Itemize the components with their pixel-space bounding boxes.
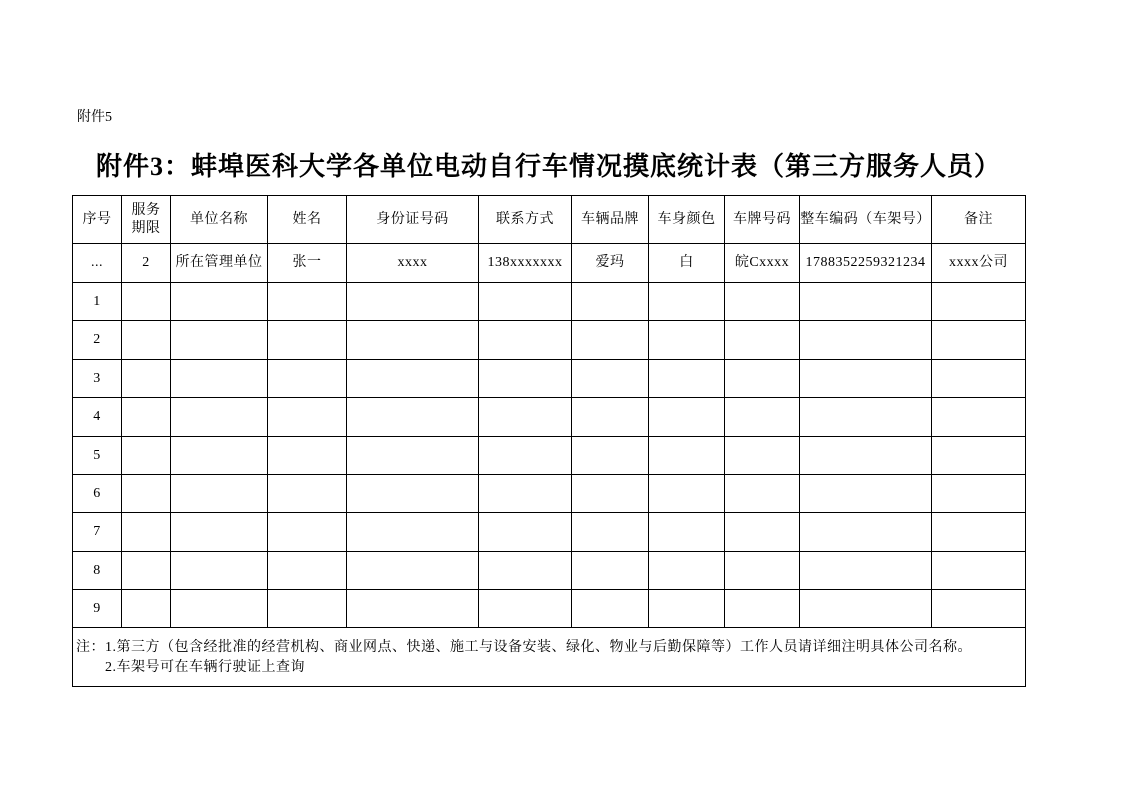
contact-cell	[479, 360, 572, 398]
name-cell	[268, 475, 347, 513]
row-number-cell: 5	[73, 437, 122, 475]
example-serial-number: ...	[73, 244, 122, 283]
header-service-term: 服务 期限	[122, 196, 171, 244]
example-remarks: xxxx公司	[932, 244, 1026, 283]
unit-name-cell	[171, 321, 268, 360]
example-vehicle-color: 白	[649, 244, 725, 283]
vehicle-color-cell	[649, 398, 725, 437]
frame-number-cell	[800, 360, 932, 398]
service-term-cell	[122, 360, 171, 398]
example-frame-number: 1788352259321234	[800, 244, 932, 283]
remarks-cell	[932, 398, 1026, 437]
header-vehicle-brand: 车辆品牌	[572, 196, 649, 244]
vehicle-brand-cell	[572, 398, 649, 437]
example-id-number: xxxx	[347, 244, 479, 283]
vehicle-color-cell	[649, 475, 725, 513]
contact-cell	[479, 398, 572, 437]
remarks-cell	[932, 513, 1026, 552]
header-contact: 联系方式	[479, 196, 572, 244]
remarks-cell	[932, 283, 1026, 321]
name-cell	[268, 590, 347, 628]
id-number-cell	[347, 437, 479, 475]
name-cell	[268, 552, 347, 590]
id-number-cell	[347, 360, 479, 398]
service-term-cell	[122, 513, 171, 552]
example-service-term: 2	[122, 244, 171, 283]
plate-number-cell	[725, 552, 800, 590]
frame-number-cell	[800, 513, 932, 552]
survey-table	[72, 195, 1026, 687]
unit-name-cell	[171, 552, 268, 590]
plate-number-cell	[725, 398, 800, 437]
vehicle-color-cell	[649, 437, 725, 475]
row-number-cell: 4	[73, 398, 122, 437]
header-serial-number: 序号	[73, 196, 122, 244]
row-number-cell: 9	[73, 590, 122, 628]
plate-number-cell	[725, 475, 800, 513]
id-number-cell	[347, 552, 479, 590]
attachment-label: 附件5	[77, 110, 112, 125]
table-row-1	[73, 283, 1026, 321]
document-title: 附件3：蚌埠医科大学各单位电动自行车情况摸底统计表（第三方服务人员）	[95, 152, 1001, 181]
id-number-cell	[347, 475, 479, 513]
vehicle-brand-cell	[572, 552, 649, 590]
remarks-cell	[932, 475, 1026, 513]
header-row	[73, 196, 1026, 244]
service-term-cell	[122, 321, 171, 360]
name-cell	[268, 513, 347, 552]
frame-number-cell	[800, 398, 932, 437]
header-remarks: 备注	[932, 196, 1026, 244]
plate-number-cell	[725, 321, 800, 360]
unit-name-cell	[171, 398, 268, 437]
vehicle-color-cell	[649, 283, 725, 321]
header-unit-name: 单位名称	[171, 196, 268, 244]
example-contact: 138xxxxxxx	[479, 244, 572, 283]
header-plate-number: 车牌号码	[725, 196, 800, 244]
frame-number-cell	[800, 437, 932, 475]
notes	[76, 638, 1025, 678]
unit-name-cell	[171, 360, 268, 398]
table-row-8	[73, 552, 1026, 590]
row-number-cell: 7	[73, 513, 122, 552]
service-term-cell	[122, 398, 171, 437]
remarks-cell	[932, 552, 1026, 590]
table-row-5	[73, 437, 1026, 475]
header-name: 姓名	[268, 196, 347, 244]
name-cell	[268, 321, 347, 360]
header-frame-number: 整车编码（车架号）	[800, 196, 932, 244]
contact-cell	[479, 283, 572, 321]
vehicle-color-cell	[649, 513, 725, 552]
notes-lines	[105, 638, 972, 678]
plate-number-cell	[725, 360, 800, 398]
table-row-9	[73, 590, 1026, 628]
table-row-3	[73, 360, 1026, 398]
unit-name-cell	[171, 475, 268, 513]
id-number-cell	[347, 398, 479, 437]
header-vehicle-color: 车身颜色	[649, 196, 725, 244]
remarks-cell	[932, 321, 1026, 360]
table-row-4	[73, 398, 1026, 437]
contact-cell	[479, 552, 572, 590]
id-number-cell	[347, 590, 479, 628]
vehicle-color-cell	[649, 360, 725, 398]
service-term-cell	[122, 475, 171, 513]
frame-number-cell	[800, 590, 932, 628]
contact-cell	[479, 321, 572, 360]
row-number-cell: 3	[73, 360, 122, 398]
header-id-number: 身份证号码	[347, 196, 479, 244]
vehicle-brand-cell	[572, 513, 649, 552]
name-cell	[268, 398, 347, 437]
service-term-cell	[122, 283, 171, 321]
service-term-cell	[122, 590, 171, 628]
vehicle-color-cell	[649, 552, 725, 590]
name-cell	[268, 360, 347, 398]
id-number-cell	[347, 283, 479, 321]
service-term-cell	[122, 552, 171, 590]
vehicle-brand-cell	[572, 437, 649, 475]
vehicle-brand-cell	[572, 360, 649, 398]
remarks-cell	[932, 360, 1026, 398]
note-line-1: 1.第三方（包含经批准的经营机构、商业网点、快递、施工与设备安装、绿化、物业与后勤保障等）工作人员请详细注明具体公司名称。	[105, 640, 972, 655]
vehicle-color-cell	[649, 590, 725, 628]
row-number-cell: 8	[73, 552, 122, 590]
vehicle-brand-cell	[572, 283, 649, 321]
example-plate-number: 皖Cxxxx	[725, 244, 800, 283]
contact-cell	[479, 437, 572, 475]
vehicle-color-cell	[649, 321, 725, 360]
remarks-cell	[932, 590, 1026, 628]
contact-cell	[479, 513, 572, 552]
row-number-cell: 1	[73, 283, 122, 321]
plate-number-cell	[725, 513, 800, 552]
frame-number-cell	[800, 321, 932, 360]
example-unit-name: 所在管理单位	[171, 244, 268, 283]
frame-number-cell	[800, 475, 932, 513]
plate-number-cell	[725, 283, 800, 321]
contact-cell	[479, 475, 572, 513]
unit-name-cell	[171, 283, 268, 321]
note-line-2: 2.车架号可在车辆行驶证上查询	[105, 660, 305, 675]
contact-cell	[479, 590, 572, 628]
notes-cell	[73, 628, 1026, 687]
table-row-7	[73, 513, 1026, 552]
row-number-cell: 6	[73, 475, 122, 513]
unit-name-cell	[171, 513, 268, 552]
plate-number-cell	[725, 437, 800, 475]
example-row	[73, 244, 1026, 283]
notes-row	[73, 628, 1026, 687]
id-number-cell	[347, 513, 479, 552]
id-number-cell	[347, 321, 479, 360]
unit-name-cell	[171, 590, 268, 628]
remarks-cell	[932, 437, 1026, 475]
example-vehicle-brand: 爱玛	[572, 244, 649, 283]
notes-prefix: 注：	[76, 640, 105, 655]
example-name: 张一	[268, 244, 347, 283]
row-number-cell: 2	[73, 321, 122, 360]
plate-number-cell	[725, 590, 800, 628]
vehicle-brand-cell	[572, 321, 649, 360]
table-row-2	[73, 321, 1026, 360]
vehicle-brand-cell	[572, 590, 649, 628]
vehicle-brand-cell	[572, 475, 649, 513]
frame-number-cell	[800, 552, 932, 590]
name-cell	[268, 437, 347, 475]
frame-number-cell	[800, 283, 932, 321]
unit-name-cell	[171, 437, 268, 475]
service-term-cell	[122, 437, 171, 475]
name-cell	[268, 283, 347, 321]
table-row-6	[73, 475, 1026, 513]
